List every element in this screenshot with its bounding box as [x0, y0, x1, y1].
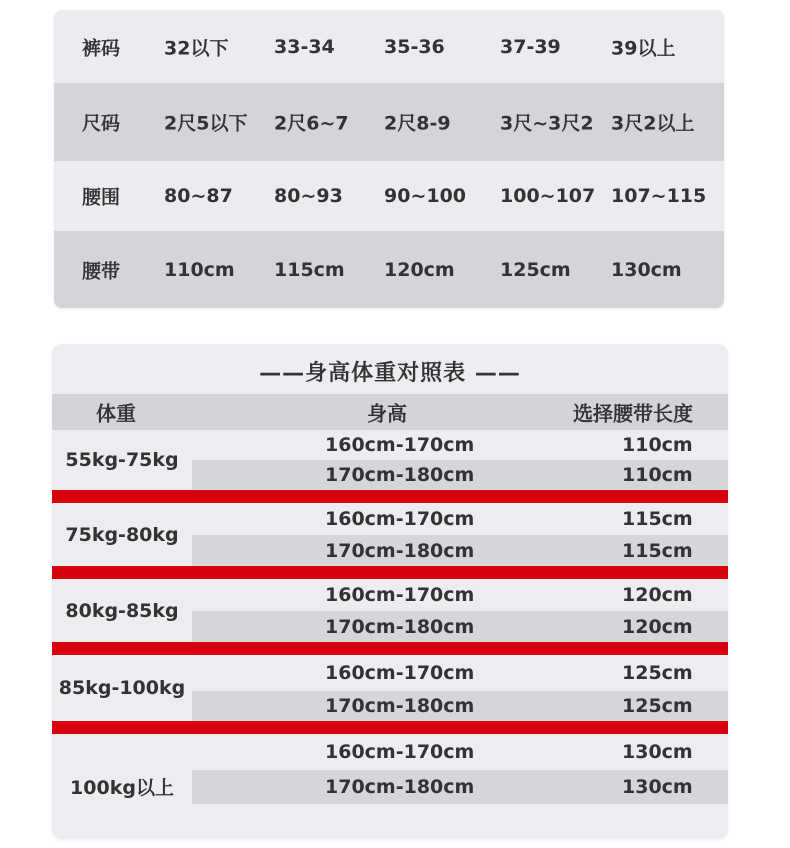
size-table	[54, 10, 724, 308]
header-weight: 体重	[96, 401, 136, 426]
belt-length: 125cm	[622, 662, 693, 684]
group-separator	[52, 721, 728, 734]
belt-length: 120cm	[622, 584, 693, 606]
weight-range: 80kg-85kg	[65, 599, 179, 622]
row-label: 裤码	[82, 37, 121, 59]
height-range: 170cm-180cm	[325, 539, 475, 562]
height-range: 170cm-180cm	[325, 615, 475, 638]
weight-range: 55kg-75kg	[65, 449, 179, 471]
height-range: 170cm-180cm	[325, 776, 475, 798]
belt-length: 115cm	[622, 508, 693, 530]
table-cell: 3尺~3尺2	[500, 112, 594, 135]
size-row-waist	[54, 161, 724, 231]
height-range: 170cm-180cm	[325, 464, 475, 486]
weight-range: 85kg-100kg	[58, 677, 186, 699]
table-row	[192, 691, 728, 721]
height-range: 160cm-170cm	[325, 508, 475, 530]
table-cell: 2尺8-9	[384, 112, 451, 135]
table-row	[192, 655, 728, 691]
weight-range: 75kg-80kg	[65, 523, 179, 546]
size-row-chi-size	[54, 83, 724, 161]
belt-length: 130cm	[622, 741, 693, 763]
table-row	[192, 611, 728, 642]
weight-range: 100kg以上	[70, 777, 174, 799]
size-row-pants-size	[54, 10, 724, 83]
table-cell: 2尺5以下	[164, 112, 248, 135]
size-row-belt	[54, 231, 724, 308]
table-header	[52, 394, 728, 430]
belt-length: 115cm	[622, 539, 693, 562]
height-range: 160cm-170cm	[325, 434, 475, 456]
table-cell: 32以下	[164, 37, 229, 59]
weight-cell	[52, 734, 192, 839]
table-row	[192, 503, 728, 535]
table-cell: 2尺6~7	[274, 112, 349, 135]
table-cell: 80~93	[274, 185, 343, 207]
table-cell: 125cm	[500, 258, 571, 281]
table-row	[192, 734, 728, 770]
weight-cell	[52, 430, 192, 490]
table-cell: 120cm	[384, 258, 455, 281]
group-separator	[52, 490, 728, 503]
belt-length: 130cm	[622, 776, 693, 798]
weight-cell	[52, 579, 192, 642]
belt-length: 110cm	[622, 464, 693, 486]
table-cell: 80~87	[164, 185, 233, 207]
table-cell: 130cm	[611, 258, 682, 281]
height-range: 160cm-170cm	[325, 584, 475, 606]
table-cell: 115cm	[274, 258, 345, 281]
weight-cell	[52, 503, 192, 566]
table-cell: 33-34	[274, 35, 335, 58]
table-cell: 37-39	[500, 35, 561, 58]
table-row	[192, 535, 728, 566]
height-range: 160cm-170cm	[325, 662, 475, 684]
height-weight-table	[52, 344, 728, 839]
table-row	[192, 770, 728, 804]
table-cell: 90~100	[384, 185, 467, 207]
header-belt-length: 选择腰带长度	[573, 401, 693, 426]
row-label: 腰围	[82, 186, 121, 209]
table-cell: 107~115	[611, 185, 707, 207]
header-height: 身高	[367, 401, 407, 426]
group-separator	[52, 642, 728, 655]
table-row	[192, 460, 728, 490]
table-cell: 3尺2以上	[611, 112, 695, 135]
belt-length: 110cm	[622, 434, 693, 456]
table-row	[192, 430, 728, 460]
table-cell: 100~107	[500, 185, 596, 207]
belt-length: 120cm	[622, 615, 693, 638]
table-cell: 35-36	[384, 35, 445, 58]
table-cell: 110cm	[164, 258, 235, 281]
height-range: 170cm-180cm	[325, 695, 475, 717]
height-range: 160cm-170cm	[325, 741, 475, 763]
group-separator	[52, 566, 728, 579]
row-label: 尺码	[82, 112, 121, 135]
table-cell: 39以上	[611, 37, 676, 59]
belt-length: 125cm	[622, 695, 693, 717]
table-row	[192, 579, 728, 611]
row-label: 腰带	[82, 260, 121, 282]
weight-cell	[52, 655, 192, 721]
table-title: ——身高体重对照表 ——	[259, 361, 521, 386]
